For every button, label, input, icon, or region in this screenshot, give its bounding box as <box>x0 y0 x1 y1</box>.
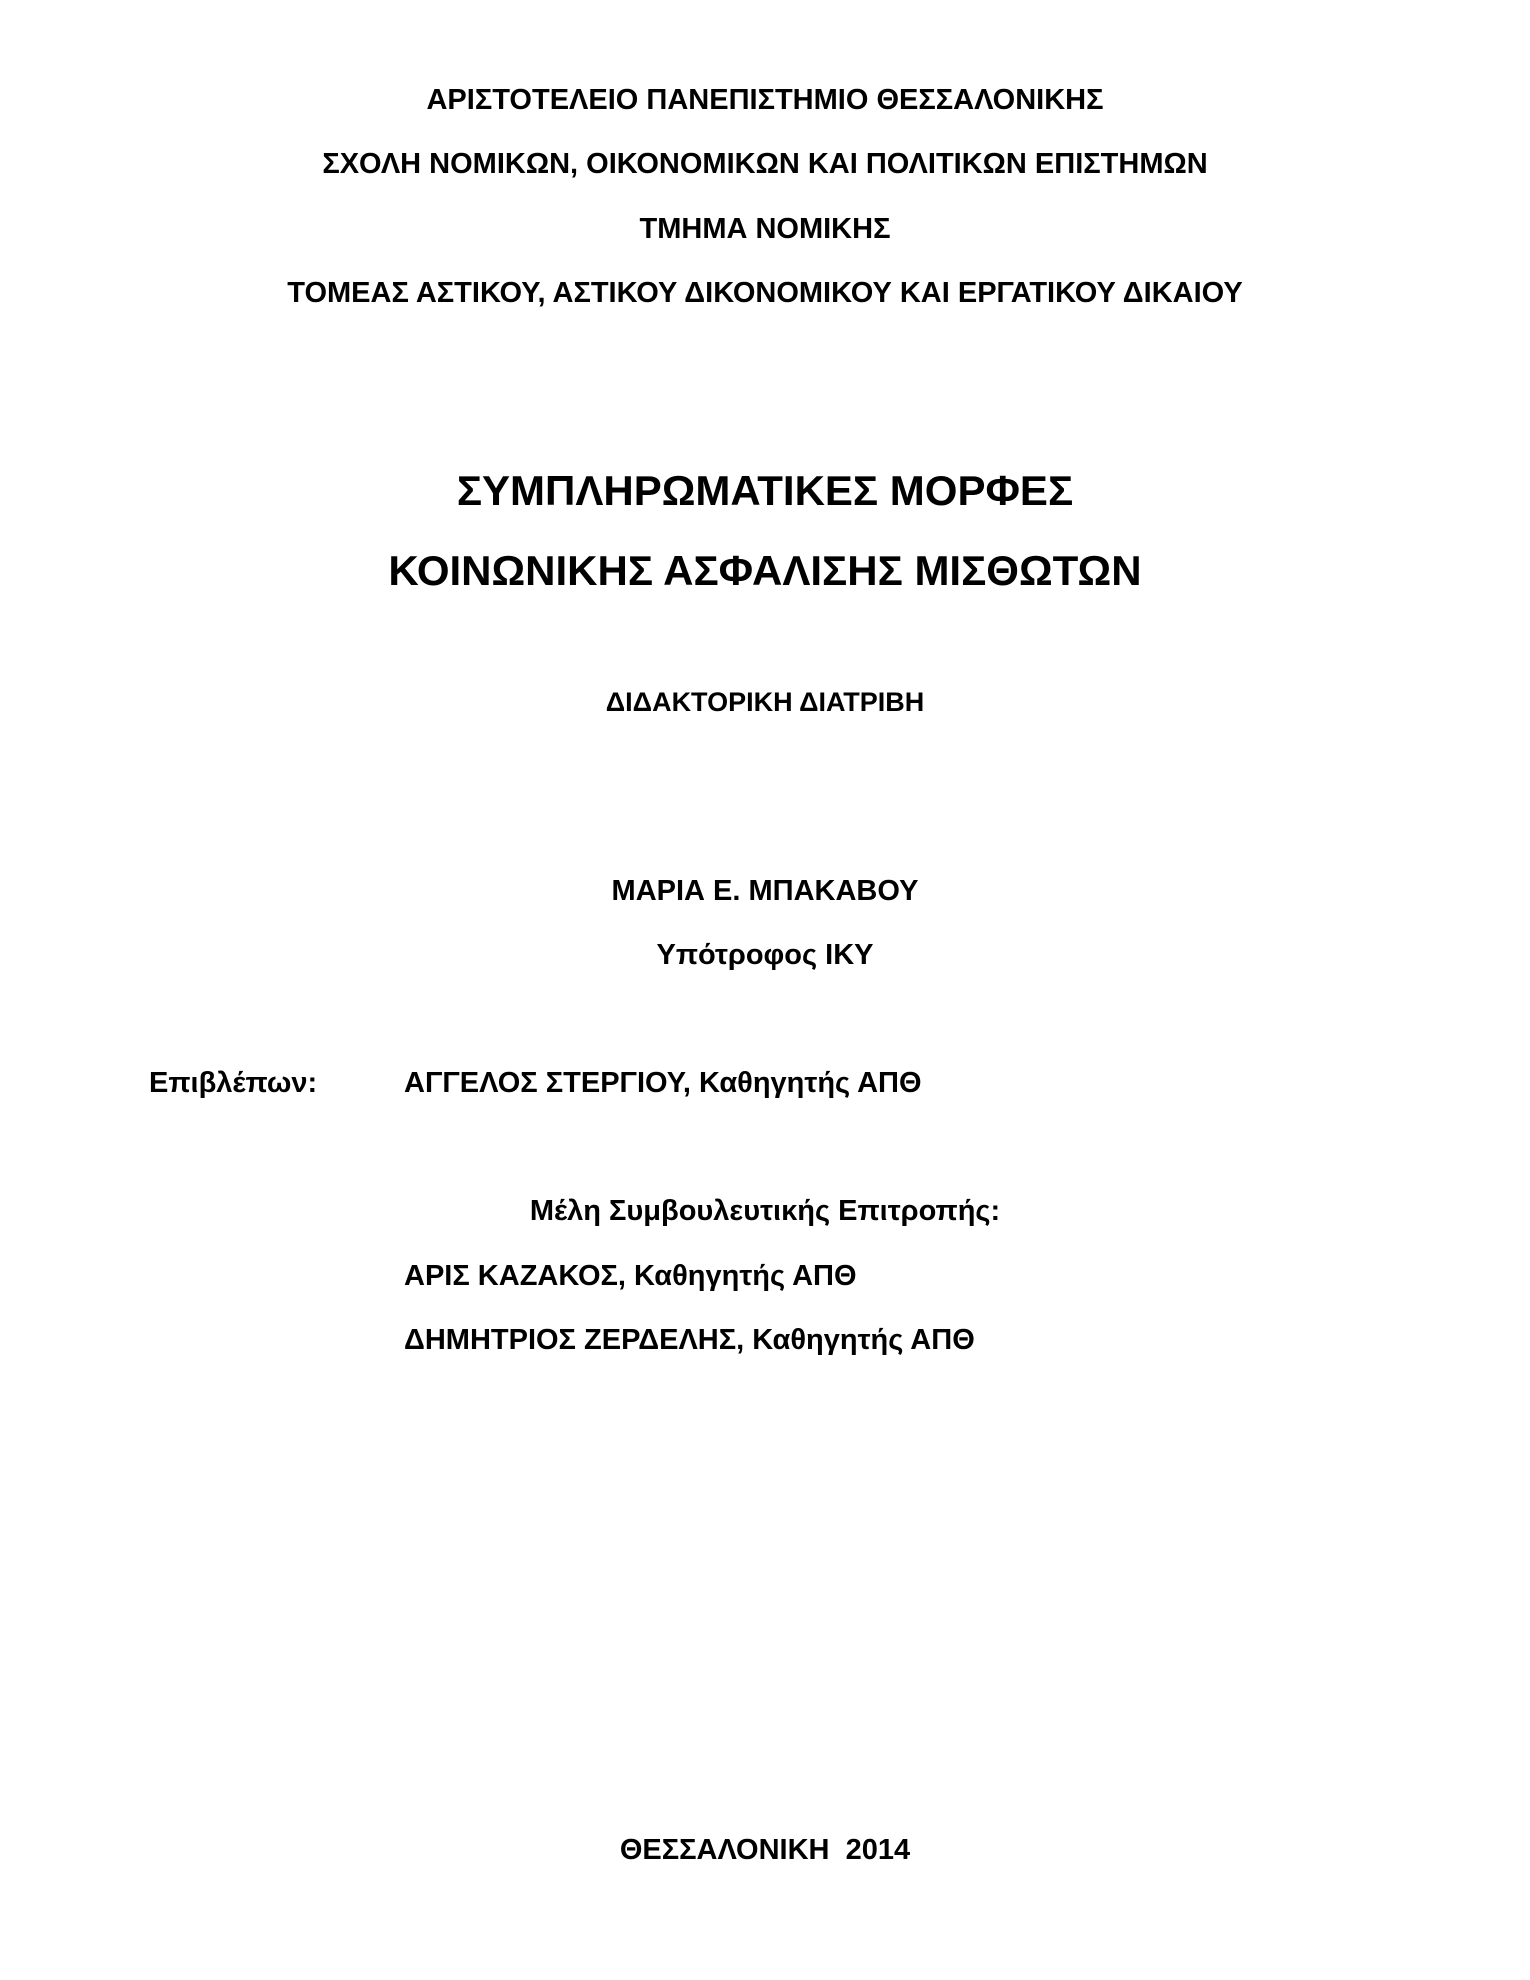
thesis-title-line-2: ΚΟΙΝΩΝΙΚΗΣ ΑΣΦΑΛΙΣΗΣ ΜΙΣΘΩΤΩΝ <box>388 547 1142 594</box>
author-name: ΜΑΡΙΑ Ε. ΜΠΑΚΑΒΟΥ <box>611 875 919 907</box>
committee-label: Μέλη Συμβουλευτικής Επιτροπής: <box>529 1195 1001 1227</box>
author-note: Υπότροφος ΙΚΥ <box>656 939 874 971</box>
department-name: ΤΜΗΜΑ ΝΟΜΙΚΗΣ <box>639 213 891 245</box>
committee-member: ΔΗΜΗΤΡΙΟΣ ΖΕΡΔΕΛΗΣ, Καθηγητής ΑΠΘ <box>404 1324 975 1356</box>
supervisor-name: ΑΓΓΕΛΟΣ ΣΤΕΡΓΙΟΥ, Καθηγητής ΑΠΘ <box>404 1067 922 1099</box>
school-name: ΣΧΟΛΗ ΝΟΜΙΚΩΝ, ΟΙΚΟΝΟΜΙΚΩΝ ΚΑΙ ΠΟΛΙΤΙΚΩΝ ΕΠΙΣΤΗΜΩΝ <box>322 148 1208 180</box>
supervisor-label: Επιβλέπων: <box>149 1067 318 1099</box>
university-name: ΑΡΙΣΤΟΤΕΛΕΙΟ ΠΑΝΕΠΙΣΤΗΜΙΟ ΘΕΣΣΑΛΟΝΙΚΗΣ <box>426 84 1104 116</box>
thesis-title-line-1: ΣΥΜΠΛΗΡΩΜΑΤΙΚΕΣ ΜΟΡΦΕΣ <box>456 467 1074 514</box>
place-and-year: ΘΕΣΣΑΛΟΝΙΚΗ 2014 <box>619 1834 911 1866</box>
committee-member: ΑΡΙΣ ΚΑΖΑΚΟΣ, Καθηγητής ΑΠΘ <box>404 1260 857 1292</box>
sector-name: ΤΟΜΕΑΣ ΑΣΤΙΚΟΥ, ΑΣΤΙΚΟΥ ΔΙΚΟΝΟΜΙΚΟΥ ΚΑΙ ΕΡΓΑΤΙΚΟΥ ΔΙΚΑΙΟΥ <box>287 277 1243 309</box>
document-type: ΔΙΔΑΚΤΟΡΙΚΗ ΔΙΑΤΡΙΒΗ <box>605 687 925 717</box>
